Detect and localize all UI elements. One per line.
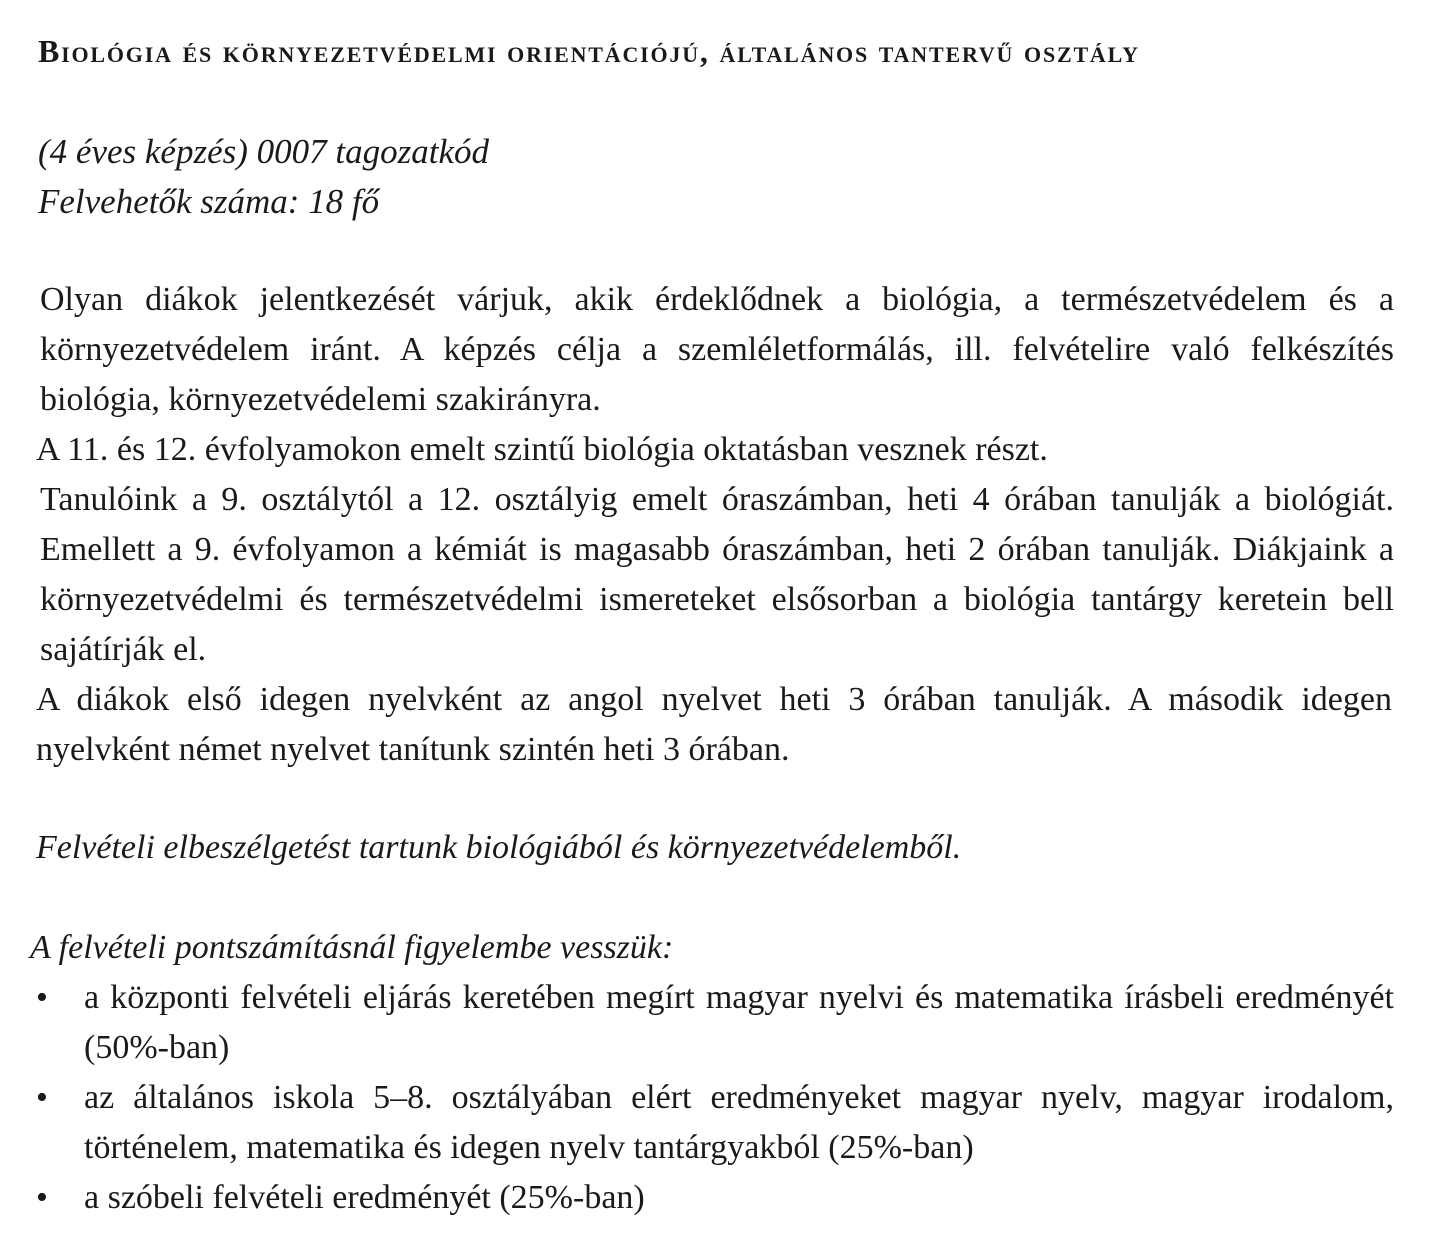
admission-capacity-line: Felvehetők száma: 18 fő [38,182,380,221]
section-heading: Biológia és környezetvédelmi orientációjú, általános tantervű osztály [38,33,1140,69]
advanced-level-paragraph: A 11. és 12. évfolyamokon emelt szintű biológia oktatásban vesznek részt. [36,431,1048,468]
interview-note: Felvételi elbeszélgetést tartunk biológiából és környezetvédelemből. [36,829,962,866]
bullet-icon: • [36,1179,48,1216]
bullet-icon: • [36,979,48,1016]
list-item [30,1073,1394,1173]
list-item-text: az általános iskola 5–8. osztályában elért eredményeket magyar nyelv, magyar irodalom, történelem, matematika és idegen nyelv tantárgyakból (25%-ban) [84,1079,1394,1166]
list-item [30,1173,1394,1223]
list-item-text: a központi felvételi eljárás keretében megírt magyar nyelvi és matematika írásbeli eredményét (50%-ban) [84,979,1394,1066]
list-item [30,973,1394,1073]
language-paragraph: A diákok első idegen nyelvként az angol nyelvet heti 3 órában tanulják. A második idegen nyelvként német nyelvet tanítunk szintén heti 3 órában. [36,681,1392,768]
list-item-text: a szóbeli felvételi eredményét (25%-ban) [84,1179,645,1216]
scoring-list [30,973,1394,1223]
curriculum-paragraph: Tanulóink a 9. osztálytól a 12. osztályig emelt óraszámban, heti 4 órában tanulják a biológiát. Emellett a 9. évfolyamon a kémiát is magasabb óraszámban, heti 2 órában tanulják. Diákjaink a környezetvédelmi és természetvédelmi ismereteket elsősorban a biológia tantárgy keretein bell sajátírják el. [40,481,1394,668]
intro-paragraph: Olyan diákok jelentkezését várjuk, akik érdeklődnek a biológia, a természetvédelem és a környezetvédelem iránt. A képzés célja a szemléletformálás, ill. felvételire való felkészítés biológia, környezetvédelemi szakirányra. [40,281,1394,418]
training-type-line: (4 éves képzés) 0007 tagozatkód [38,132,489,171]
scoring-intro: A felvételi pontszámításnál figyelembe vesszük: [30,929,674,966]
bullet-icon: • [36,1079,48,1116]
